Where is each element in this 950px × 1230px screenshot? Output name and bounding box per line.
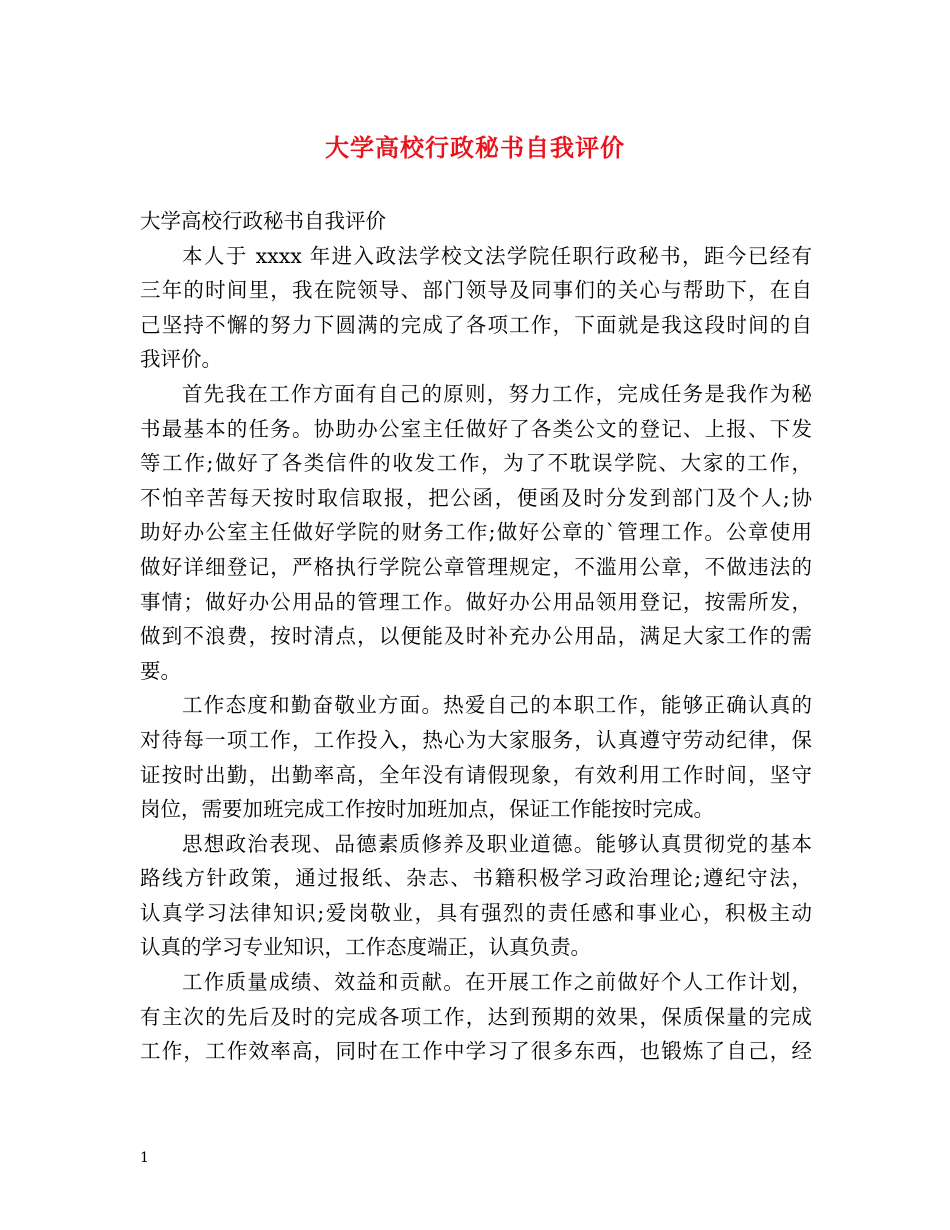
paragraph-line: 我评价。 — [140, 347, 222, 372]
paragraph-3 — [140, 688, 812, 826]
paragraph-5 — [140, 965, 812, 1069]
paragraph-line: 书最基本的任务。协助办公室主任做好了各类公文的登记、上报、下发 — [140, 416, 812, 441]
paragraph-line: 思想政治表现、品德素质修养及职业道德。能够认真贯彻党的基本 — [182, 831, 812, 856]
paragraph-line: 三年的时间里，我在院领导、部门领导及同事们的关心与帮助下，在自 — [140, 278, 812, 303]
paragraph-line: 工作质量成绩、效益和贡献。在开展工作之前做好个人工作计划， — [182, 970, 812, 995]
paragraph-line: 事情；做好办公用品的管理工作。做好办公用品领用登记，按需所发， — [140, 589, 812, 614]
document-title: 大学高校行政秘书自我评价 — [325, 133, 625, 162]
paragraph-line: 助好办公室主任做好学院的财务工作;做好公章的`管理工作。公章使用 — [140, 520, 812, 545]
paragraph-line: 路线方针政策，通过报纸、杂志、书籍积极学习政治理论;遵纪守法， — [140, 866, 812, 891]
paragraph-line: 不怕辛苦每天按时取信取报，把公函，便函及时分发到部门及个人;协 — [140, 485, 812, 510]
paragraph-line: 首先我在工作方面有自己的原则，努力工作，完成任务是我作为秘 — [182, 381, 812, 406]
page-number: 1 — [140, 1150, 149, 1166]
paragraph-line: 工作态度和勤奋敬业方面。热爱自己的本职工作，能够正确认真的 — [182, 693, 812, 718]
paragraph-line: 证按时出勤，出勤率高，全年没有请假现象，有效利用工作时间，坚守 — [140, 762, 812, 787]
paragraph-line: 等工作;做好了各类信件的收发工作，为了不耽误学院、大家的工作， — [140, 451, 812, 476]
paragraph-line: 有主次的先后及时的完成各项工作，达到预期的效果，保质保量的完成 — [140, 1004, 812, 1029]
paragraph-line: 做好详细登记，严格执行学院公章管理规定，不滥用公章，不做违法的 — [140, 554, 812, 579]
document-body — [140, 204, 812, 1069]
paragraph-1 — [140, 239, 812, 377]
paragraph-line: 岗位，需要加班完成工作按时加班加点，保证工作能按时完成。 — [140, 797, 714, 822]
paragraph-line: 对待每一项工作，工作投入，热心为大家服务，认真遵守劳动纪律，保 — [140, 727, 812, 752]
paragraph-line: 做到不浪费，按时清点，以便能及时补充办公用品，满足大家工作的需 — [140, 624, 812, 649]
subtitle-line: 大学高校行政秘书自我评价 — [140, 209, 386, 233]
paragraph-line: 要。 — [140, 658, 181, 683]
paragraph-line: 己坚持不懈的努力下圆满的完成了各项工作，下面就是我这段时间的自 — [140, 312, 812, 337]
paragraph-4 — [140, 827, 812, 965]
paragraph-line: 认真的学习专业知识，工作态度端正，认真负责。 — [140, 935, 591, 960]
paragraph-2 — [140, 377, 812, 688]
paragraph-line: 工作，工作效率高，同时在工作中学习了很多东西，也锻炼了自己，经 — [140, 1039, 812, 1064]
paragraph-line: 本人于 xxxx 年进入政法学校文法学院任职行政秘书，距今已经有 — [182, 243, 812, 268]
paragraph-line: 认真学习法律知识;爱岗敬业，具有强烈的责任感和事业心，积极主动 — [140, 900, 812, 925]
